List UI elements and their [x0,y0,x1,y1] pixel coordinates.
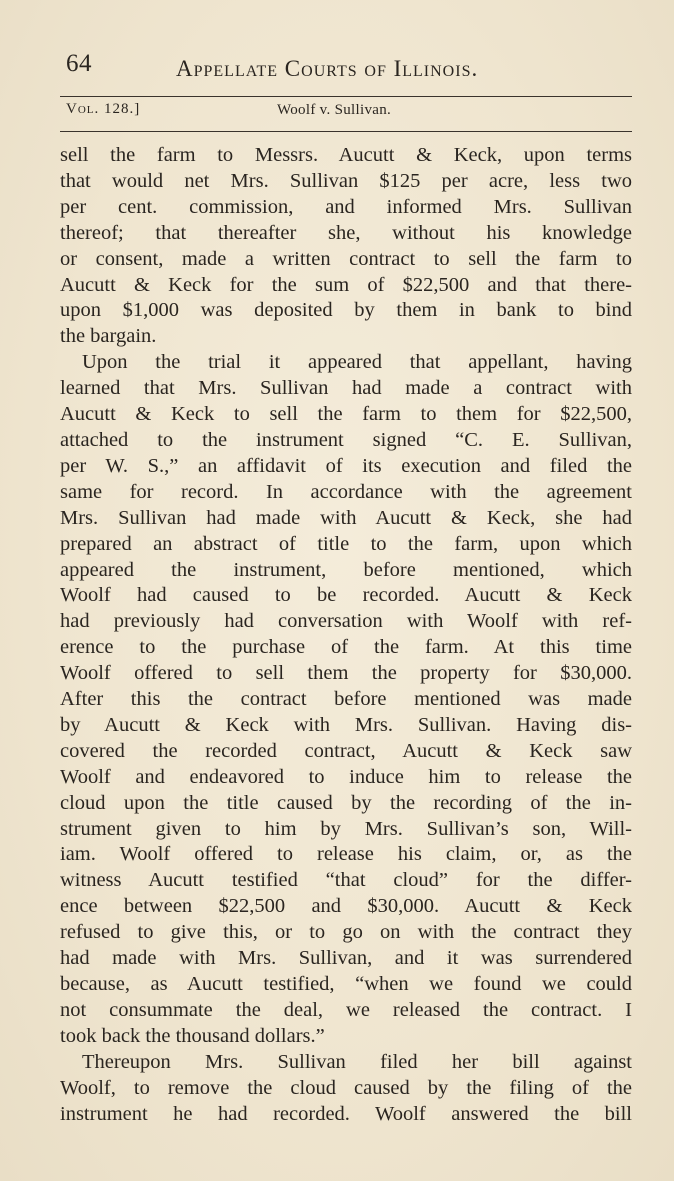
text-line: had previously had conversation with Woolf with ref- [60,610,632,633]
text-line: Woolf offered to sell them the property for $30,000. [60,662,632,685]
text-line: strument given to him by Mrs. Sullivan’s son, Will- [60,817,632,840]
text-line: covered the recorded contract, Aucutt & Keck saw [60,739,632,762]
text-line: cloud upon the title caused by the recording of the in- [60,791,632,814]
page-number: 64 [66,50,92,77]
text-line: by Aucutt & Keck with Mrs. Sullivan. Having dis- [60,713,632,736]
text-line: ence between $22,500 and $30,000. Aucutt & Keck [60,895,632,918]
text-line: appeared the instrument, before mentioned, which [60,558,632,581]
running-title: Appellate Courts of Illinois. [176,56,479,81]
text-line: Woolf had caused to be recorded. Aucutt & Keck [60,584,632,607]
header-rule-bottom [60,131,632,132]
text-line: Woolf and endeavored to induce him to release the [60,765,632,788]
text-line: erence to the purchase of the farm. At this time [60,636,632,659]
text-line: iam. Woolf offered to release his claim, or, as the [60,843,632,866]
text-line: Woolf, to remove the cloud caused by the filing of the [60,1076,632,1099]
text-line: because, as Aucutt testified, “when we found we could [60,973,632,995]
text-line: witness Aucutt testified “that cloud” for the differ- [60,869,632,892]
case-title: Woolf v. Sullivan. [277,102,392,118]
text-line: Thereupon Mrs. Sullivan filed her bill against [82,1050,632,1073]
text-line: refused to give this, or to go on with the contract they [60,921,632,944]
text-line: not consummate the deal, we released the contract. I [60,998,632,1021]
text-line: thereof; that thereafter she, without his knowledge [60,221,632,244]
text-line: that would net Mrs. Sullivan $125 per acre, less two [60,169,632,192]
text-line: instrument he had recorded. Woolf answered the bill [60,1102,632,1125]
body-text [60,143,632,1127]
text-line: sell the farm to Messrs. Aucutt & Keck, upon terms [60,144,632,166]
text-line: Mrs. Sullivan had made with Aucutt & Keck, she had [60,506,632,529]
text-line: Upon the trial it appeared that appellant, having [82,351,632,374]
text-line: Aucutt & Keck for the sum of $22,500 and that there- [60,273,632,296]
volume-label: Vol. 128.] [66,101,141,117]
text-line: upon $1,000 was deposited by them in bank to bind [60,299,632,322]
text-line: per cent. commission, and informed Mrs. Sullivan [60,195,632,218]
text-line: per W. S.,” an affidavit of its execution and filed the [60,454,632,477]
header-rule-top [60,96,632,97]
text-line: Aucutt & Keck to sell the farm to them for $22,500, [60,403,632,426]
text-line: attached to the instrument signed “C. E. Sullivan, [60,428,632,451]
text-line: same for record. In accordance with the agreement [60,480,632,503]
text-line: prepared an abstract of title to the farm, upon which [60,532,632,555]
text-line: After this the contract before mentioned was made [60,688,632,711]
text-line: had made with Mrs. Sullivan, and it was surrendered [60,947,632,970]
text-line: the bargain. [60,325,157,348]
text-line: took back the thousand dollars.” [60,1024,325,1047]
text-line: or consent, made a written contract to sell the farm to [60,247,632,270]
text-line: learned that Mrs. Sullivan had made a contract with [60,377,632,400]
